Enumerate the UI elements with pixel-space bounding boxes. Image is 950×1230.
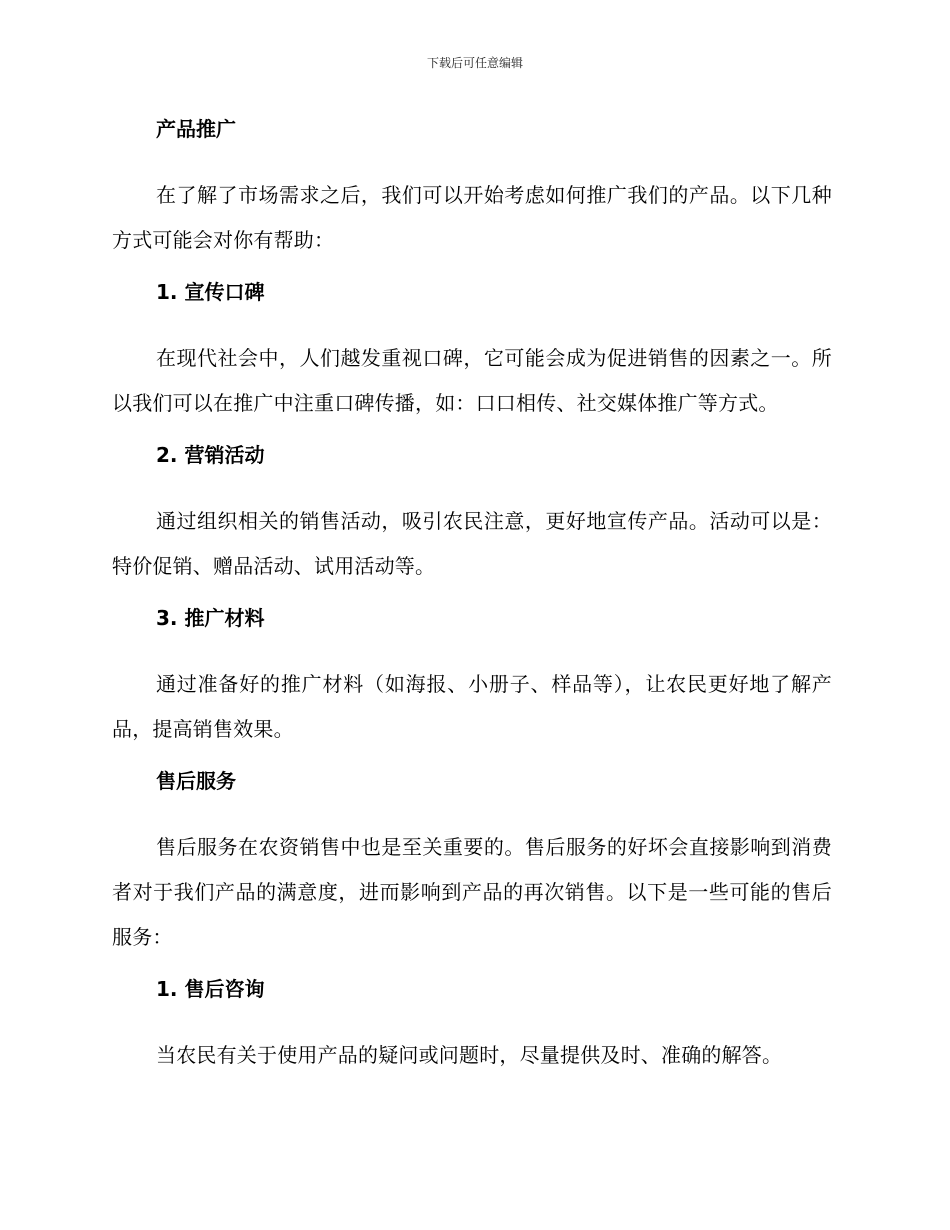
page-header-note: 下载后可任意编辑 bbox=[426, 56, 523, 70]
paragraph-promotion-materials: 通过准备好的推广材料（如海报、小册子、样品等），让农民更好地了解产品，提高销售效果。 bbox=[112, 672, 832, 741]
section-heading-product-promotion: 产品推广 bbox=[156, 117, 236, 141]
subheading-marketing-activities: 2. 营销活动 bbox=[156, 443, 265, 467]
subheading-word-of-mouth: 1. 宣传口碑 bbox=[156, 280, 265, 304]
paragraph-word-of-mouth: 在现代社会中，人们越发重视口碑，它可能会成为促进销售的因素之一。所以我们可以在推广中注重口碑传播，如：口口相传、社交媒体推广等方式。 bbox=[112, 346, 832, 415]
subheading-promotion-materials: 3. 推广材料 bbox=[156, 606, 265, 630]
paragraph-promotion-intro: 在了解了市场需求之后，我们可以开始考虑如何推广我们的产品。以下几种方式可能会对你有帮助： bbox=[112, 183, 832, 252]
paragraph-after-sales-intro: 售后服务在农资销售中也是至关重要的。售后服务的好坏会直接影响到消费者对于我们产品的满意度，进而影响到产品的再次销售。以下是一些可能的售后服务： bbox=[112, 835, 832, 949]
paragraph-marketing-activities: 通过组织相关的销售活动，吸引农民注意，更好地宣传产品。活动可以是：特价促销、赠品活动、试用活动等。 bbox=[112, 509, 832, 578]
section-heading-after-sales: 售后服务 bbox=[156, 769, 236, 793]
paragraph-after-sales-consulting: 当农民有关于使用产品的疑问或问题时，尽量提供及时、准确的解答。 bbox=[156, 1043, 783, 1067]
document-body bbox=[112, 112, 832, 1078]
subheading-after-sales-consulting: 1. 售后咨询 bbox=[156, 977, 265, 1001]
